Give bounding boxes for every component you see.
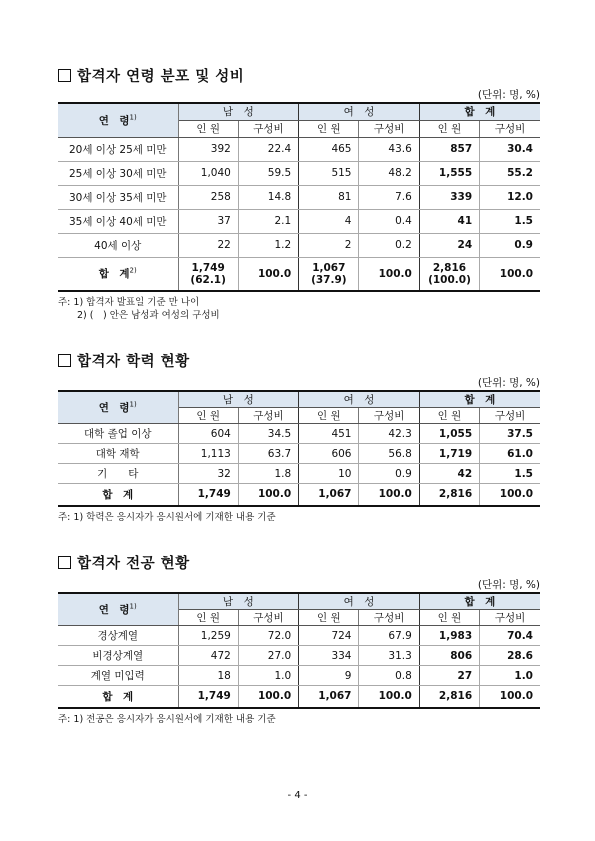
table-cell: 724 [299, 626, 359, 646]
table-cell: 515 [299, 161, 359, 185]
table-cell: 10 [299, 464, 359, 484]
table-cell: 2,816 (100.0) [419, 257, 479, 291]
table-cell: 0.9 [480, 233, 540, 257]
age-table [58, 102, 540, 292]
table-cell: 22.4 [238, 137, 298, 161]
group-header-female: 여 성 [299, 103, 420, 120]
table-cell: 37.5 [480, 424, 540, 444]
table-cell: 합 계 [58, 686, 178, 708]
table-cell: 합 계 [58, 484, 178, 506]
table-cell: 59.5 [238, 161, 298, 185]
row-header: 연 령$^{1)}$ [58, 593, 178, 626]
table-cell: 22 [178, 233, 238, 257]
table-cell: 1,719 [419, 444, 479, 464]
table-cell: 30세 이상 35세 미만 [58, 185, 178, 209]
table-cell: 42.3 [359, 424, 419, 444]
table-row [58, 161, 540, 185]
table-cell: 1.0 [238, 666, 298, 686]
education-table [58, 390, 540, 507]
table-cell: 1,113 [178, 444, 238, 464]
table-cell: 1,067 [299, 484, 359, 506]
section-title: 합격자 연령 분포 및 성비 [58, 66, 540, 88]
table-cell: 27 [419, 666, 479, 686]
table-header-cell: 인 원 [419, 408, 479, 424]
table-cell: 2 [299, 233, 359, 257]
table-row [58, 424, 540, 444]
table-header-cell: 구성비 [480, 610, 540, 626]
group-header-male: 남 성 [178, 391, 299, 408]
table-cell: 100.0 [480, 686, 540, 708]
table-cell: 18 [178, 666, 238, 686]
table-header-cell: 구성비 [359, 610, 419, 626]
education-section [58, 351, 540, 524]
table-cell: 472 [178, 646, 238, 666]
table-cell: 0.8 [359, 666, 419, 686]
table-cell: 451 [299, 424, 359, 444]
table-cell: 2,816 [419, 686, 479, 708]
table-cell: 27.0 [238, 646, 298, 666]
row-header: 연 령$^{1)}$ [58, 391, 178, 424]
table-cell: 1,749 (62.1) [178, 257, 238, 291]
group-header-total: 합 계 [419, 593, 540, 610]
subhead: 구성비 [359, 120, 419, 137]
table-cell: 1,067 [299, 686, 359, 708]
major-table [58, 592, 540, 709]
group-header-male: 남 성 [178, 103, 299, 120]
group-header-male: 남 성 [178, 593, 299, 610]
table-cell: 35세 이상 40세 미만 [58, 209, 178, 233]
table-cell: 392 [178, 137, 238, 161]
table-cell: 계열 미입력 [58, 666, 178, 686]
table-cell: 604 [178, 424, 238, 444]
table-cell: 100.0 [238, 686, 298, 708]
table-cell: 334 [299, 646, 359, 666]
table-cell: 70.4 [480, 626, 540, 646]
table-cell: 100.0 [480, 484, 540, 506]
table-cell: 100.0 [238, 484, 298, 506]
table-cell: 대학 재학 [58, 444, 178, 464]
unit-label: (단위: 명, %) [477, 579, 540, 591]
table-cell: 606 [299, 444, 359, 464]
table-header-cell: 구성비 [480, 408, 540, 424]
table-row [58, 233, 540, 257]
table-cell: 41 [419, 209, 479, 233]
table-cell: 61.0 [480, 444, 540, 464]
age-section [58, 66, 540, 322]
table-cell: 1.2 [238, 233, 298, 257]
table-cell: 32 [178, 464, 238, 484]
group-header-total: 합 계 [419, 391, 540, 408]
table-row [58, 626, 540, 646]
group-header-female: 여 성 [299, 593, 420, 610]
table-cell: 31.3 [359, 646, 419, 666]
table-cell: 기 타 [58, 464, 178, 484]
group-header-female: 여 성 [299, 391, 420, 408]
row-header: 연 령$^{1)}$ [58, 103, 178, 137]
table-row [58, 646, 540, 666]
table-cell: 465 [299, 137, 359, 161]
square-bullet-icon [58, 556, 71, 569]
unit-label: (단위: 명, %) [477, 377, 540, 389]
unit-label: (단위: 명, %) [477, 89, 540, 101]
table-header-cell: 구성비 [238, 610, 298, 626]
table-cell: 1,259 [178, 626, 238, 646]
table-cell: 1,067 (37.9) [299, 257, 359, 291]
subhead: 구성비 [480, 120, 540, 137]
section-title: 합격자 전공 현황 [58, 553, 540, 575]
table-cell: 25세 이상 30세 미만 [58, 161, 178, 185]
table-cell: 비경상계열 [58, 646, 178, 666]
table-cell: 67.9 [359, 626, 419, 646]
table-cell: 1,749 [178, 686, 238, 708]
total-row [58, 257, 540, 291]
group-header-total: 합 계 [419, 103, 540, 120]
table-cell: 1.5 [480, 464, 540, 484]
table-cell: 12.0 [480, 185, 540, 209]
table-header-cell: 구성비 [359, 408, 419, 424]
table-cell: 56.8 [359, 444, 419, 464]
table-cell: 40세 이상 [58, 233, 178, 257]
table-header-cell: 인 원 [178, 408, 238, 424]
table-cell: 37 [178, 209, 238, 233]
table-cell: 1,749 [178, 484, 238, 506]
table-cell: 4 [299, 209, 359, 233]
table-row [58, 666, 540, 686]
table-cell: 9 [299, 666, 359, 686]
table-header-cell: 구성비 [238, 408, 298, 424]
table-cell: 14.8 [238, 185, 298, 209]
table-cell: 30.4 [480, 137, 540, 161]
subhead: 구성비 [238, 120, 298, 137]
subhead: 인 원 [419, 120, 479, 137]
major-section [58, 553, 540, 726]
table-row [58, 209, 540, 233]
table-cell: 합 계$^{2)}$ [58, 257, 178, 291]
table-cell: 대학 졸업 이상 [58, 424, 178, 444]
table-cell: 1.5 [480, 209, 540, 233]
table-cell: 42 [419, 464, 479, 484]
table-cell: 24 [419, 233, 479, 257]
table-cell: 81 [299, 185, 359, 209]
table-cell: 857 [419, 137, 479, 161]
table-cell: 806 [419, 646, 479, 666]
subhead: 인 원 [299, 120, 359, 137]
table-cell: 63.7 [238, 444, 298, 464]
table-cell: 43.6 [359, 137, 419, 161]
table-cell: 1.8 [238, 464, 298, 484]
table-cell: 0.9 [359, 464, 419, 484]
table-cell: 1,040 [178, 161, 238, 185]
table-cell: 100.0 [359, 257, 419, 291]
table-cell: 2,816 [419, 484, 479, 506]
table-header-cell: 인 원 [299, 610, 359, 626]
table-cell: 28.6 [480, 646, 540, 666]
square-bullet-icon [58, 69, 71, 82]
table-cell: 20세 이상 25세 미만 [58, 137, 178, 161]
table-row [58, 185, 540, 209]
table-row [58, 464, 540, 484]
table-notes: 주: 1) 학력은 응시자가 응시원서에 기재한 내용 기준 [58, 511, 276, 523]
table-cell: 339 [419, 185, 479, 209]
table-cell: 100.0 [480, 257, 540, 291]
table-cell: 34.5 [238, 424, 298, 444]
table-cell: 100.0 [238, 257, 298, 291]
table-header-cell: 인 원 [178, 610, 238, 626]
table-cell: 1.0 [480, 666, 540, 686]
table-notes: 주: 1) 합격자 발표일 기준 만 나이 2) ( ) 안은 남성과 여성의 구성비 [58, 297, 220, 321]
page-number: - 4 - [287, 790, 308, 801]
table-cell: 1,983 [419, 626, 479, 646]
table-notes: 주: 1) 전공은 응시자가 응시원서에 기재한 내용 기준 [58, 713, 276, 725]
total-row [58, 484, 540, 506]
table-cell: 0.2 [359, 233, 419, 257]
table-cell: 1,055 [419, 424, 479, 444]
table-cell: 55.2 [480, 161, 540, 185]
table-cell: 경상계열 [58, 626, 178, 646]
table-cell: 100.0 [359, 484, 419, 506]
table-row [58, 444, 540, 464]
table-cell: 0.4 [359, 209, 419, 233]
table-cell: 100.0 [359, 686, 419, 708]
table-cell: 258 [178, 185, 238, 209]
subhead: 인 원 [178, 120, 238, 137]
total-row [58, 686, 540, 708]
table-header-cell: 인 원 [419, 610, 479, 626]
table-cell: 7.6 [359, 185, 419, 209]
table-cell: 1,555 [419, 161, 479, 185]
table-header-cell: 인 원 [299, 408, 359, 424]
table-cell: 48.2 [359, 161, 419, 185]
table-cell: 72.0 [238, 626, 298, 646]
section-title: 합격자 학력 현황 [58, 351, 540, 373]
square-bullet-icon [58, 354, 71, 367]
table-cell: 2.1 [238, 209, 298, 233]
table-row [58, 137, 540, 161]
